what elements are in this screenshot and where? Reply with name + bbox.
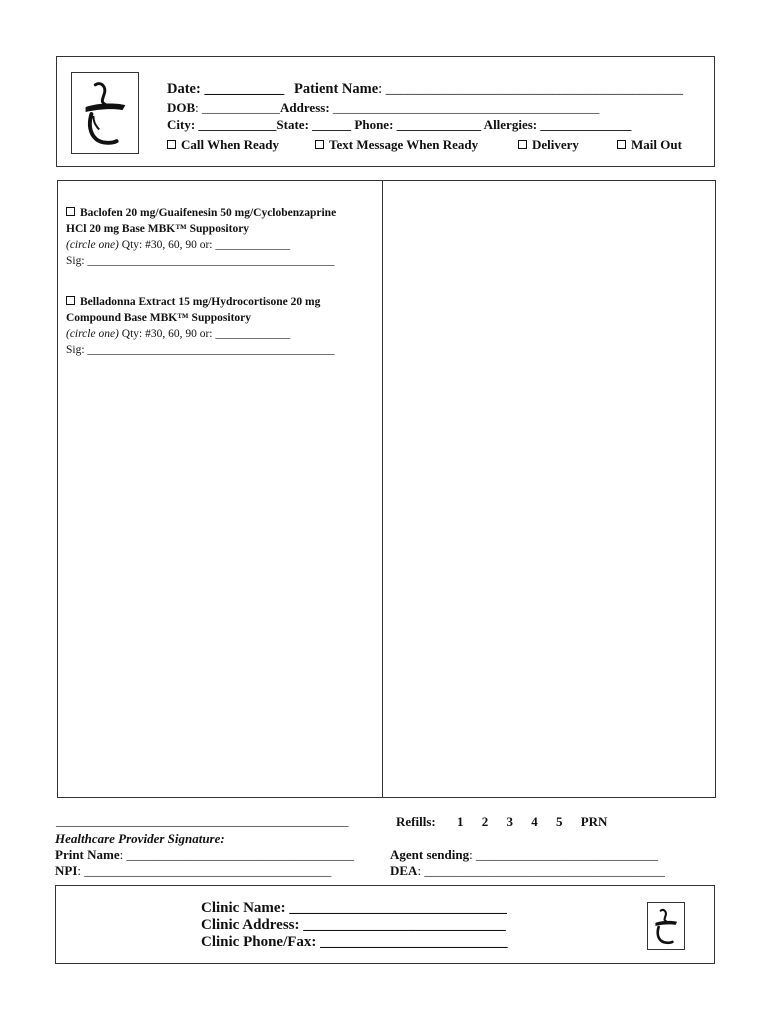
pharmacy-logo — [71, 72, 139, 154]
signature-label: Healthcare Provider Signature: — [55, 831, 225, 846]
date-label: Date: ___________ — [167, 81, 285, 97]
checkbox[interactable] — [617, 140, 626, 149]
sig-line: Sig: ___________________________________________ — [66, 344, 335, 356]
option-call-when-ready[interactable]: Call When Ready — [167, 137, 279, 153]
checkbox[interactable] — [315, 140, 324, 149]
refill-option[interactable]: 5 — [555, 814, 563, 829]
refill-option-prn[interactable]: PRN — [580, 814, 608, 829]
refill-option[interactable]: 4 — [531, 814, 538, 829]
option-text-message[interactable]: Text Message When Ready — [315, 137, 478, 153]
rx-item-2[interactable] — [66, 294, 335, 358]
signature-line[interactable]: _____________________________________________ — [56, 813, 349, 828]
patient-name-field[interactable] — [294, 81, 683, 98]
checkbox[interactable] — [66, 207, 75, 216]
refill-option[interactable]: 3 — [506, 814, 513, 829]
patient-name-label: Patient Name — [294, 81, 379, 97]
circle-one-label: (circle one) — [66, 328, 119, 340]
agent-sending-field[interactable]: Agent sending: ____________________________ — [390, 847, 658, 862]
option-mail-out[interactable]: Mail Out — [617, 137, 682, 153]
option-delivery[interactable]: Delivery — [518, 137, 579, 153]
refills-label: Refills: — [396, 814, 436, 829]
date-field[interactable] — [167, 81, 284, 98]
mortar-pestle-icon — [72, 73, 138, 153]
rx-line-2: HCl 20 mg Base MBK™ Suppository — [66, 223, 250, 235]
refill-option[interactable]: 1 — [456, 814, 464, 829]
address-label: Address: — [280, 100, 333, 115]
patient-header-box — [56, 56, 715, 167]
rx-line-1: Baclofen 20 mg/Guaifenesin 50 mg/Cyclobenzaprine — [80, 207, 337, 219]
npi-field[interactable]: NPI: ______________________________________ — [55, 863, 332, 878]
qty-line: Qty: #30, 60, 90 or: _____________ — [118, 328, 291, 340]
clinic-logo — [647, 902, 685, 950]
rx-line-1: Belladonna Extract 15 mg/Hydrocortisone 20 mg — [80, 296, 321, 308]
clinic-box — [55, 885, 715, 964]
clinic-address-field[interactable]: Clinic Address: ___________________________ — [201, 917, 506, 933]
refills-row — [396, 814, 607, 830]
checkbox[interactable] — [167, 140, 176, 149]
refill-option[interactable]: 2 — [481, 814, 489, 829]
address-line: _________________________________________ — [332, 100, 600, 115]
column-divider — [382, 181, 383, 797]
city-state-phone-allergies-row[interactable] — [167, 117, 631, 133]
dea-field[interactable]: DEA: _____________________________________ — [390, 863, 665, 878]
dob-address-row[interactable] — [167, 100, 599, 116]
sig-line: Sig: ___________________________________________ — [66, 255, 335, 267]
circle-one-label: (circle one) — [66, 239, 119, 251]
checkbox[interactable] — [518, 140, 527, 149]
dob-label: DOB — [167, 100, 196, 115]
clinic-name-field[interactable]: Clinic Name: _____________________________ — [201, 900, 507, 916]
qty-line: Qty: #30, 60, 90 or: _____________ — [118, 239, 291, 251]
clinic-phone-field[interactable]: Clinic Phone/Fax: _________________________ — [201, 934, 508, 950]
city-state-line: City: ____________State: ______ Phone: _____________ Allergies: ______________ — [167, 117, 632, 132]
mortar-pestle-icon — [648, 903, 684, 949]
patient-name-line: : _________________________________________ — [378, 81, 684, 97]
checkbox[interactable] — [66, 296, 75, 305]
print-name-field[interactable]: Print Name: ___________________________________ — [55, 847, 354, 862]
prescription-area — [57, 180, 716, 798]
dob-line: : ____________ — [195, 100, 281, 115]
rx-item-1[interactable] — [66, 205, 336, 269]
rx-line-2: Compound Base MBK™ Suppository — [66, 312, 251, 324]
